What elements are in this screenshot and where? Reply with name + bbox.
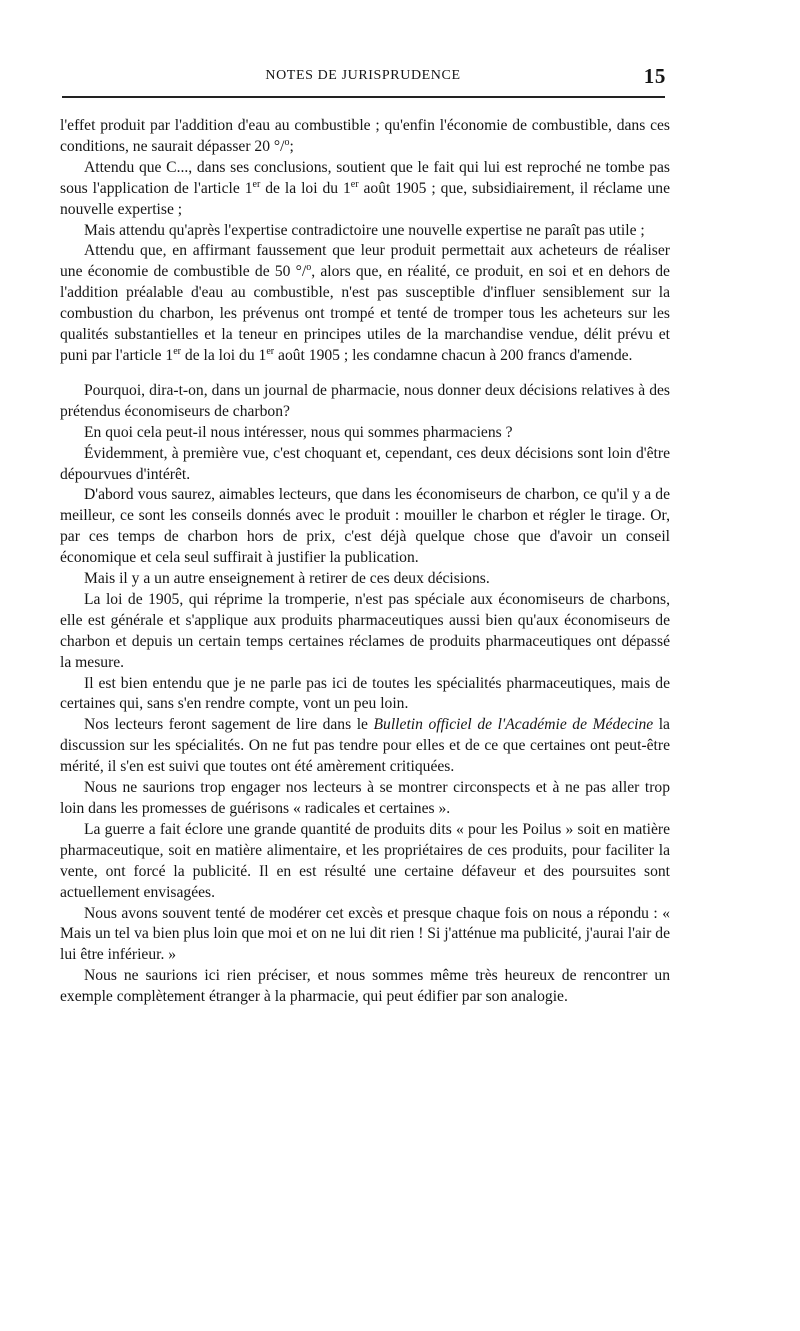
paragraph [60,423,670,444]
text-run: Nous ne saurions trop engager nos lecteurs à se montrer circonspects et à ne pas aller trop loin dans les promesses de guérisons « radicales et certaines ». [60,779,670,817]
text-run: Attendu que, en affirmant faussement que leur produit permettait aux acheteurs de réaliser une économie de combustible de 50 °/ [60,242,670,281]
body-text [60,116,670,1008]
text-run: Nous avons souvent tenté de modérer cet excès et presque chaque fois on nous a répondu : « Mais un tel va bien plus loin que moi et on ne lui dit rien ! Si j'atténue ma publicité, j'aurai l'air de lui être inférieur. » [60,904,670,964]
paragraph [60,221,670,242]
text-run: Nos lecteurs feront sagement de lire dans le [84,716,374,734]
superscript: er [350,178,359,190]
italic-title: Bulletin officiel de l'Académie de Médecine [373,716,654,734]
paragraph [60,590,670,674]
superscript: er [173,345,182,357]
text-run: Il est bien entendu que je ne parle pas ici de toutes les spécialités pharmaceutiques, mais de certaines qui, sans s'en rendre compte, vont un peu loin. [60,674,670,713]
paragraph [60,569,670,590]
text-run: Mais il y a un autre enseignement à retirer de ces deux décisions. [84,570,490,588]
paragraph [60,820,670,904]
text-run: Nous ne saurions ici rien préciser, et nous sommes même très heureux de rencontrer un exemple complètement étranger à la pharmacie, qui peut édifier par son analogie. [60,967,670,1006]
text-run: de la loi du 1 [181,346,267,364]
page-number: 15 [643,64,666,88]
text-run: la discussion sur les spécialités. On ne fut pas tendre pour elles et de ce que certaines ont peut-être mérité, il s'en est suivi que toutes ont été amèrement critiquées. [60,716,670,776]
paragraph [60,444,670,486]
text-run: La loi de 1905, qui réprime la tromperie, n'est pas spéciale aux économiseurs de charbons, elle est générale et s'applique aux produits pharmaceutiques aussi bien qu'aux économiseurs de charbon et depuis un certain temps certaines réclames de produits pharmaceutiques ont dépassé la mesure. [60,590,670,671]
text-run: Évidemment, à première vue, c'est choquant et, cependant, ces deux décisions sont loin d'être dépourvues d'intérêt. [60,444,670,483]
text-run: Attendu que C..., dans ses conclusions, soutient que le fait qui lui est reproché ne tombe pas sous l'application de l'article 1 [60,158,670,197]
text-run: , alors que, en réalité, ce produit, en soi et en dehors de l'addition préalable d'eau au combustible, n'est pas susceptible d'influer sensiblement sur la combustion du charbon, les prévenus ont trompé et tenté de tromper tous les acheteurs sur les qualités substantielles et la teneur en principes utiles de la marchandise vendue, délit prévu et puni par l'article 1 [60,263,670,364]
running-header [60,64,666,90]
paragraph [60,778,670,820]
paragraph [60,241,670,366]
paragraph [60,715,670,778]
text-run: En quoi cela peut-il nous intéresser, nous qui sommes pharmaciens ? [84,423,513,441]
text-run: ; [289,137,294,155]
text-run: de la loi du 1 [260,179,351,197]
running-title: NOTES DE JURISPRUDENCE [265,68,461,83]
text-run: août 1905 ; que, subsidiairement, il réclame une nouvelle expertise ; [60,179,670,218]
paragraph [60,116,670,158]
text-run: Pourquoi, dira-t-on, dans un journal de pharmacie, nous donner deux décisions relatives à des prétendus économiseurs de charbon? [60,381,670,420]
header-rule [62,96,665,98]
paragraph [60,485,670,569]
paragraph [60,158,670,221]
paragraph [60,674,670,716]
superscript: er [266,345,275,357]
paragraph [60,966,670,1008]
superscript: er [252,178,261,190]
ordinal-suffix: o [284,136,290,148]
text-run: Mais attendu qu'après l'expertise contradictoire une nouvelle expertise ne paraît pas utile ; [84,221,645,239]
paragraph [60,381,670,423]
text-run: D'abord vous saurez, aimables lecteurs, que dans les économiseurs de charbon, ce qu'il y a de meilleur, ce sont les conseils donnés avec le produit : mouiller le charbon et régler le tirage. Or, par ces temps de charbon hors de prix, c'est déjà quelque chose que d'avoir un conseil économique et cela seul suffirait à justifier la publication. [60,486,670,567]
text-run: août 1905 ; les condamne chacun à 200 francs d'amende. [274,346,633,364]
text-run: l'effet produit par l'addition d'eau au combustible ; qu'enfin l'économie de combustible, dans ces conditions, ne saurait dépasser 20 °/ [60,117,670,155]
paragraph [60,904,670,967]
ordinal-suffix: o [306,262,312,274]
text-run: La guerre a fait éclore une grande quantité de produits dits « pour les Poilus » soit en matière pharmaceutique, soit en matière alimentaire, et les propriétaires de ces produits, pour faciliter la vente, ont forcé la publicité. Il en est résulté une certaine défaveur et des poursuites sont actuellement envisagées. [60,820,670,901]
